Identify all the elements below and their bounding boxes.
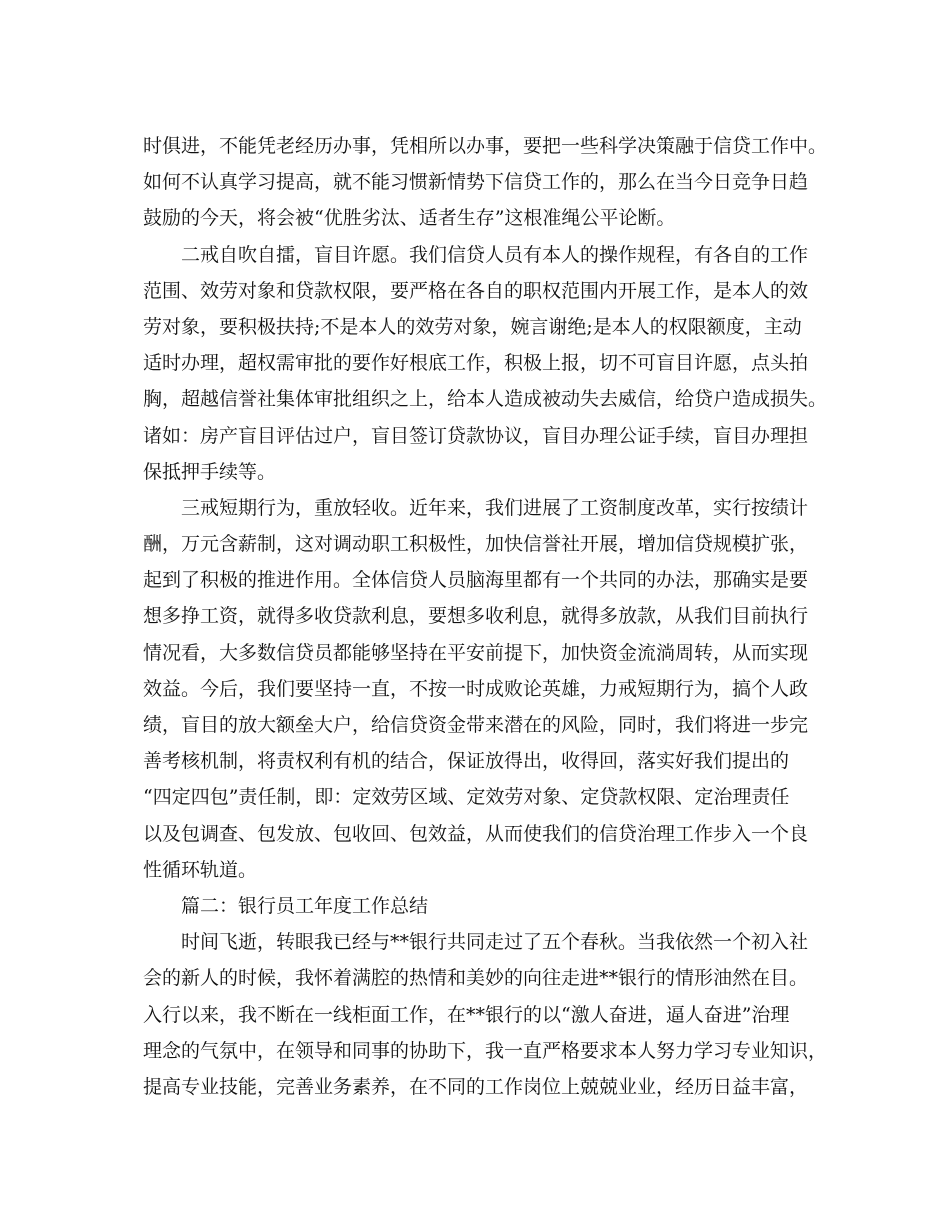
text-line: 范围、效劳对象和贷款权限，要严格在各自的职权范围内开展工作，是本人的效 [143,279,809,302]
text-line: 性循环轨道。 [143,858,258,881]
text-line: 酬，万元含薪制，这对调动职工积极性，加快信誉社开展，增加信贷规模扩张， [143,533,809,556]
text-line: 胸，超越信誉社集体审批组织之上，给本人造成被动失去威信，给贷户造成损失。 [143,388,828,411]
text-line: 善考核机制，将责权利有机的结合，保证放得出，收得回，落实好我们提出的 [143,750,790,773]
text-line: 时俱进，不能凭老经历办事，凭相所以办事，要把一些科学决策融于信贷工作中。 [143,135,828,157]
text-line: 想多挣工资，就得多收贷款利息，要想多收利息，就得多放款，从我们目前执行 [143,605,809,628]
text-line: 入行以来，我不断在一线柜面工作，在**银行的以“激人奋进，逼人奋进”治理 [143,1003,790,1026]
text-line: 提高专业技能，完善业务素养，在不同的工作岗位上兢兢业业，经历日益丰富， [143,1075,809,1098]
text-line: 理念的气氛中，在领导和同事的协助下，我一直严格要求本人努力学习专业知识， [143,1039,828,1062]
text-line: 诸如：房产盲目评估过户，盲目签订贷款协议，盲目办理公证手续，盲目办理担 [143,424,809,447]
paragraph-start-line: 时间飞逝，转眼我已经与**银行共同走过了五个春秋。当我依然一个初入社 [181,931,809,954]
text-line: 如何不认真学习提高，就不能习惯新情势下信贷工作的，那么在当今日竞争日趋 [143,171,809,194]
text-line: 绩，盲目的放大额垒大户，给信贷资金带来潜在的风险，同时，我们将进一步完 [143,714,809,736]
paragraph-start-line: 二戒自吹自擂，盲目许愿。我们信贷人员有本人的操作规程，有各自的工作 [181,243,809,266]
text-line: 会的新人的时候，我怀着满腔的热情和美妙的向往走进**银行的情形油然在目。 [143,967,809,990]
text-line: 适时办理，超权需审批的要作好根底工作，积极上报，切不可盲目许愿，点头拍 [143,352,809,375]
text-line: 以及包调查、包发放、包收回、包效益，从而使我们的信贷治理工作步入一个良 [143,822,809,845]
section-heading: 篇二：银行员工年度工作总结 [181,894,429,917]
text-line: 劳对象，要积极扶持;不是本人的效劳对象，婉言谢绝;是本人的权限额度，主动 [143,315,802,338]
text-line: 保抵押手续等。 [143,460,277,483]
text-line: 鼓励的今天，将会被“优胜劣汰、适者生存”这根准绳公平论断。 [143,207,676,230]
text-line: 起到了积极的推进作用。全体信贷人员脑海里都有一个共同的办法，那确实是要 [143,569,809,592]
text-line: “四定四包”责任制，即：定效劳区域、定效劳对象、定贷款权限、定治理责任 [143,786,790,809]
text-line: 情况看，大多数信贷员都能够坚持在平安前提下，加快资金流淌周转，从而实现 [143,641,809,664]
document-body [143,128,828,1105]
paragraph-start-line: 三戒短期行为，重放轻收。近年来，我们进展了工资制度改革，实行按绩计 [181,496,809,519]
text-line: 效益。今后，我们要坚持一直，不按一时成败论英雄，力戒短期行为，搞个人政 [143,677,809,700]
